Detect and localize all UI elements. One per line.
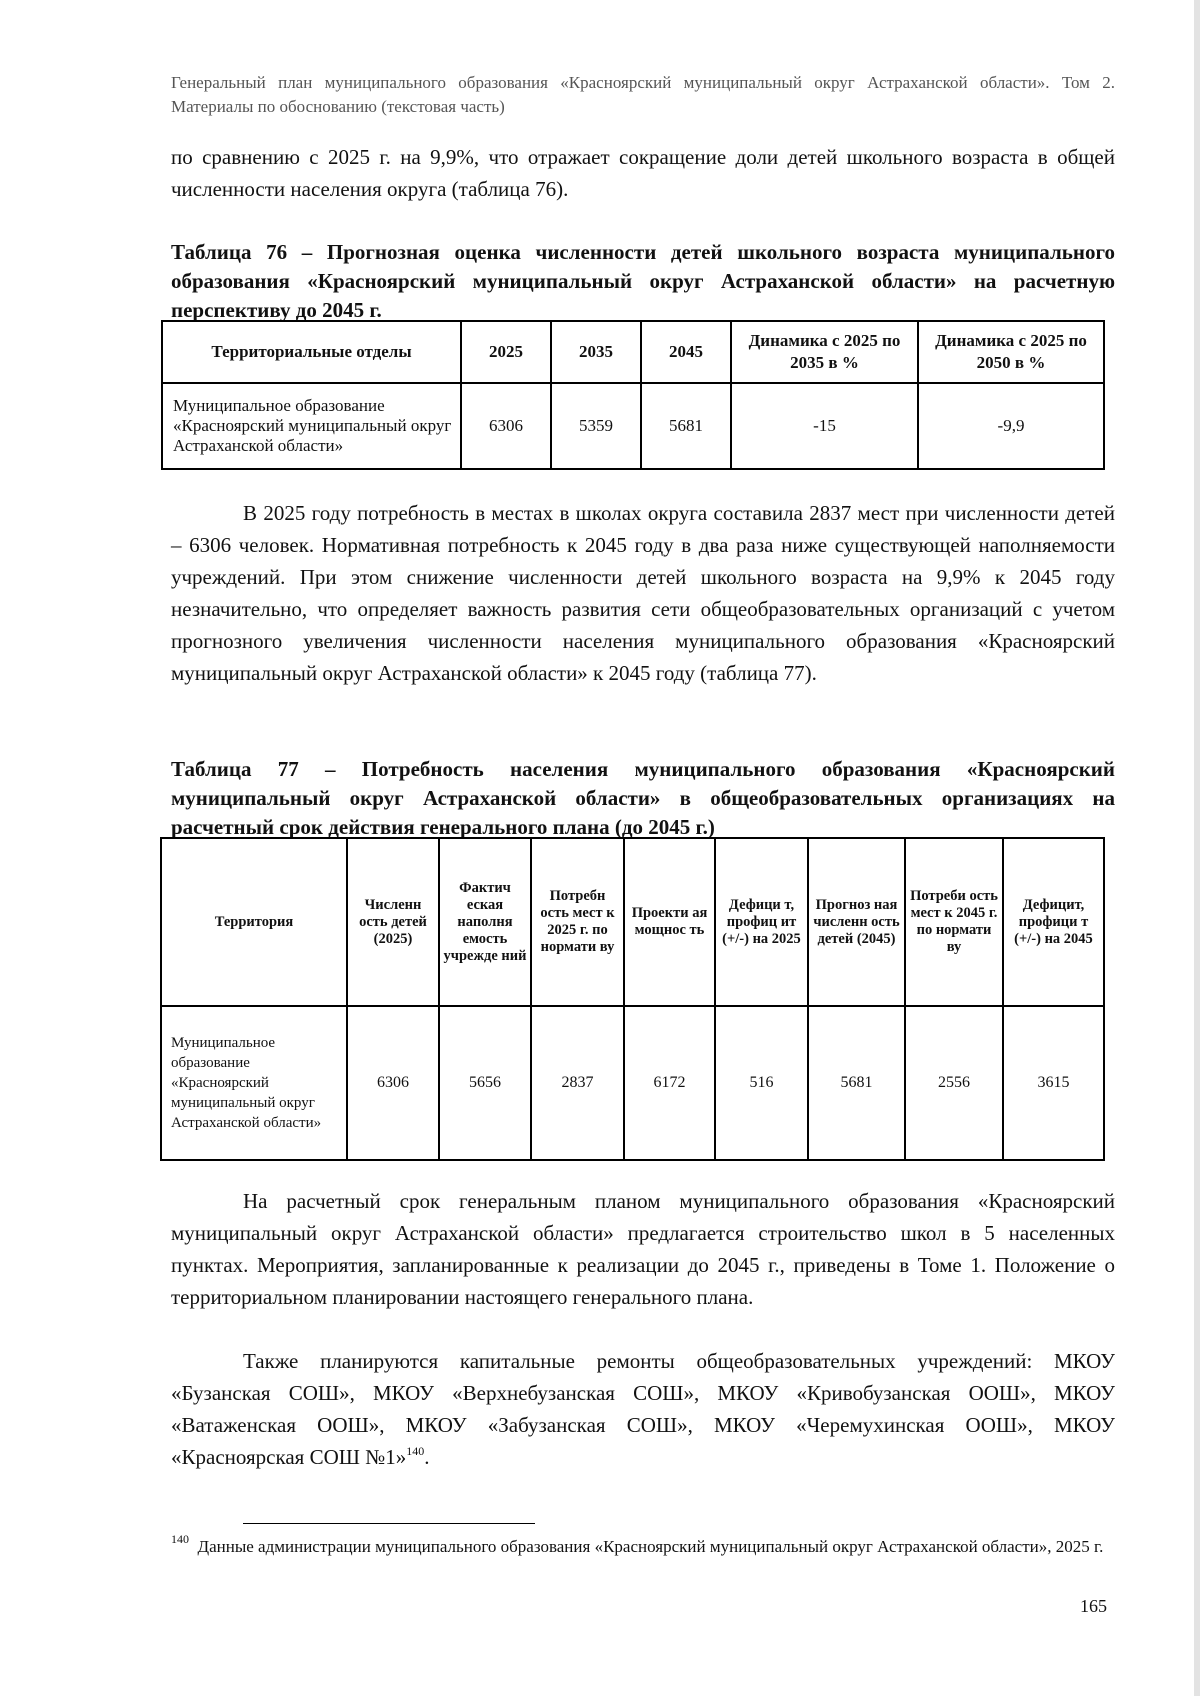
table-76-caption: Таблица 76 – Прогнозная оценка численности детей школьного возраста муниципального образования «Красноярский муниципальный округ Астраханской области» на расчетную перспективу до 2045 г. (171, 240, 1115, 322)
value-cell: -9,9 (918, 383, 1104, 469)
header-cell: Дефици т, профиц ит (+/-) на 2025 (715, 838, 808, 1006)
page-number: 165 (1080, 1596, 1107, 1616)
value-cell: 5359 (551, 383, 641, 469)
value-cell: 5681 (808, 1006, 905, 1160)
table-header-row (162, 321, 1104, 383)
table-row (161, 1006, 1104, 1160)
table-76 (161, 320, 1105, 470)
header-cell: Потребн ость мест к 2025 г. по нормати ву (531, 838, 624, 1006)
value-cell: 2837 (531, 1006, 624, 1160)
value-cell: 3615 (1003, 1006, 1104, 1160)
header-cell: Прогноз ная численн ость детей (2045) (808, 838, 905, 1006)
header-cell: 2045 (641, 321, 731, 383)
footnote-mark: 140 (171, 1532, 189, 1546)
value-cell: 6306 (347, 1006, 439, 1160)
footnote-separator (243, 1523, 535, 1524)
table-77-caption: Таблица 77 – Потребность населения муниципального образования «Красноярский муниципальный округ Астраханской области» в общеобразовательных организациях на расчетный срок действия генерального плана (до 2045 г.) (171, 757, 1115, 839)
header-cell: 2035 (551, 321, 641, 383)
header-cell: Потреби ость мест к 2045 г. по нормати ву (905, 838, 1003, 1006)
footnote-text: Данные администрации муниципального образования «Красноярский муниципальный округ Астраханской области», 2025 г. (197, 1537, 1104, 1556)
header-cell: Территория (161, 838, 347, 1006)
table-row (162, 383, 1104, 469)
value-cell: 5681 (641, 383, 731, 469)
header-cell: 2025 (461, 321, 551, 383)
value-cell: 6172 (624, 1006, 715, 1160)
paragraph-mid (171, 497, 1115, 689)
value-cell: 5656 (439, 1006, 531, 1160)
scrollbar-edge (1194, 0, 1200, 1696)
table-header-row (161, 838, 1104, 1006)
value-cell: 2556 (905, 1006, 1003, 1160)
paragraph-mid-text: В 2025 году потребность в местах в школах округа составила 2837 мест при численности детей – 6306 человек. Нормативная потребность к 2045 году в два раза ниже существующей наполняемости учреждений. При этом снижение численности детей школьного возраста на 9,9% к 2045 году незначительно, что определяет важность развития сети общеобразовательных организаций с учетом прогнозного увеличения численности населения муниципального образования «Красноярский муниципальный округ Астраханской области» к 2045 году (таблица 77). (171, 501, 1115, 685)
paragraph-repairs-text: Также планируются капитальные ремонты общеобразовательных учреждений: МКОУ «Бузанская СОШ», МКОУ «Верхнебузанская СОШ», МКОУ «Кривобузанская ООШ», МКОУ «Ватаженская ООШ», МКОУ «Забузанская СОШ», МКОУ «Черемухинская ООШ», МКОУ «Красноярская СОШ №1» (171, 1349, 1115, 1469)
header-cell: Динамика с 2025 по 2050 в % (918, 321, 1104, 383)
territory-cell: Муниципальное образование «Красноярский муниципальный округ Астраханской области» (161, 1006, 347, 1160)
paragraph-repairs: Также планируются капитальные ремонты общеобразовательных учреждений: МКОУ «Бузанская СОШ», МКОУ «Верхнебузанская СОШ», МКОУ «Кривобузанская ООШ», МКОУ «Ватаженская ООШ», МКОУ «Забузанская СОШ», МКОУ «Черемухинская ООШ», МКОУ «Красноярская СОШ №1»$^{140}$. (171, 1349, 1115, 1469)
footnote-reference[interactable]: 140 (406, 1444, 425, 1458)
header-cell: Территориальные отделы (162, 321, 461, 383)
table-77 (160, 837, 1105, 1161)
header-cell: Проекти ая мощнос ть (624, 838, 715, 1006)
paragraph-plan (171, 1185, 1115, 1313)
header-cell: Динамика с 2025 по 2035 в % (731, 321, 918, 383)
value-cell: 516 (715, 1006, 808, 1160)
value-cell: -15 (731, 383, 918, 469)
header-cell: Фактич еская наполня емость учрежде ний (439, 838, 531, 1006)
value-cell: 6306 (461, 383, 551, 469)
running-header: Генеральный план муниципального образования «Красноярский муниципальный округ Астраханской области». Том 2. Материалы по обоснованию (текстовая часть) (171, 73, 1115, 116)
footnote (171, 1532, 1115, 1559)
paragraph-top: по сравнению с 2025 г. на 9,9%, что отражает сокращение доли детей школьного возраста в общей численности населения округа (таблица 76). (171, 145, 1115, 201)
header-cell: Численн ость детей (2025) (347, 838, 439, 1006)
territory-cell: Муниципальное образование «Красноярский муниципальный округ Астраханской области» (162, 383, 461, 469)
paragraph-plan-text: На расчетный срок генеральным планом муниципального образования «Красноярский муниципальный округ Астраханской области» предлагается строительство школ в 5 населенных пунктах. Мероприятия, запланированные к реализации до 2045 г., приведены в Томе 1. Положение о территориальном планировании настоящего генерального плана. (171, 1189, 1115, 1309)
header-cell: Дефицит, профици т (+/-) на 2045 (1003, 838, 1104, 1006)
